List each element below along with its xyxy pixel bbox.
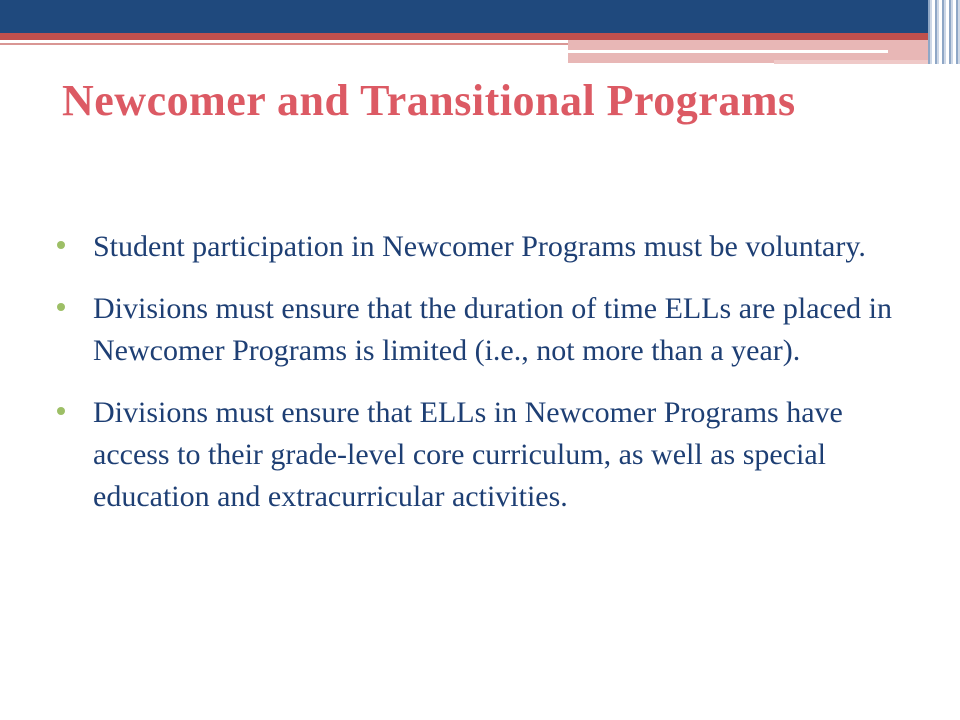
bullet-text: Student participation in Newcomer Programs must be voluntary.: [93, 230, 866, 263]
bullet-item: [62, 288, 892, 372]
bullet-dot-icon: [57, 241, 65, 249]
bullet-dot-icon: [57, 407, 65, 415]
bullet-text: Divisions must ensure that ELLs in Newcomer Programs have access to their grade-level core curriculum, as well as special education and extracurricular activities.: [93, 396, 843, 513]
header-red-bar: [0, 33, 960, 40]
bullet-list: [62, 226, 892, 538]
bullet-text: Divisions must ensure that the duration of time ELLs are placed in Newcomer Programs is limited (i.e., not more than a year).: [93, 292, 892, 367]
header-right-stripes: [928, 0, 960, 64]
slide-title: Newcomer and Transitional Programs: [62, 76, 796, 125]
bullet-item: [62, 392, 892, 518]
bullet-item: [62, 226, 892, 268]
header-navy-bar: [0, 0, 960, 33]
bullet-dot-icon: [57, 303, 65, 311]
header-white-stripe: [568, 50, 888, 53]
